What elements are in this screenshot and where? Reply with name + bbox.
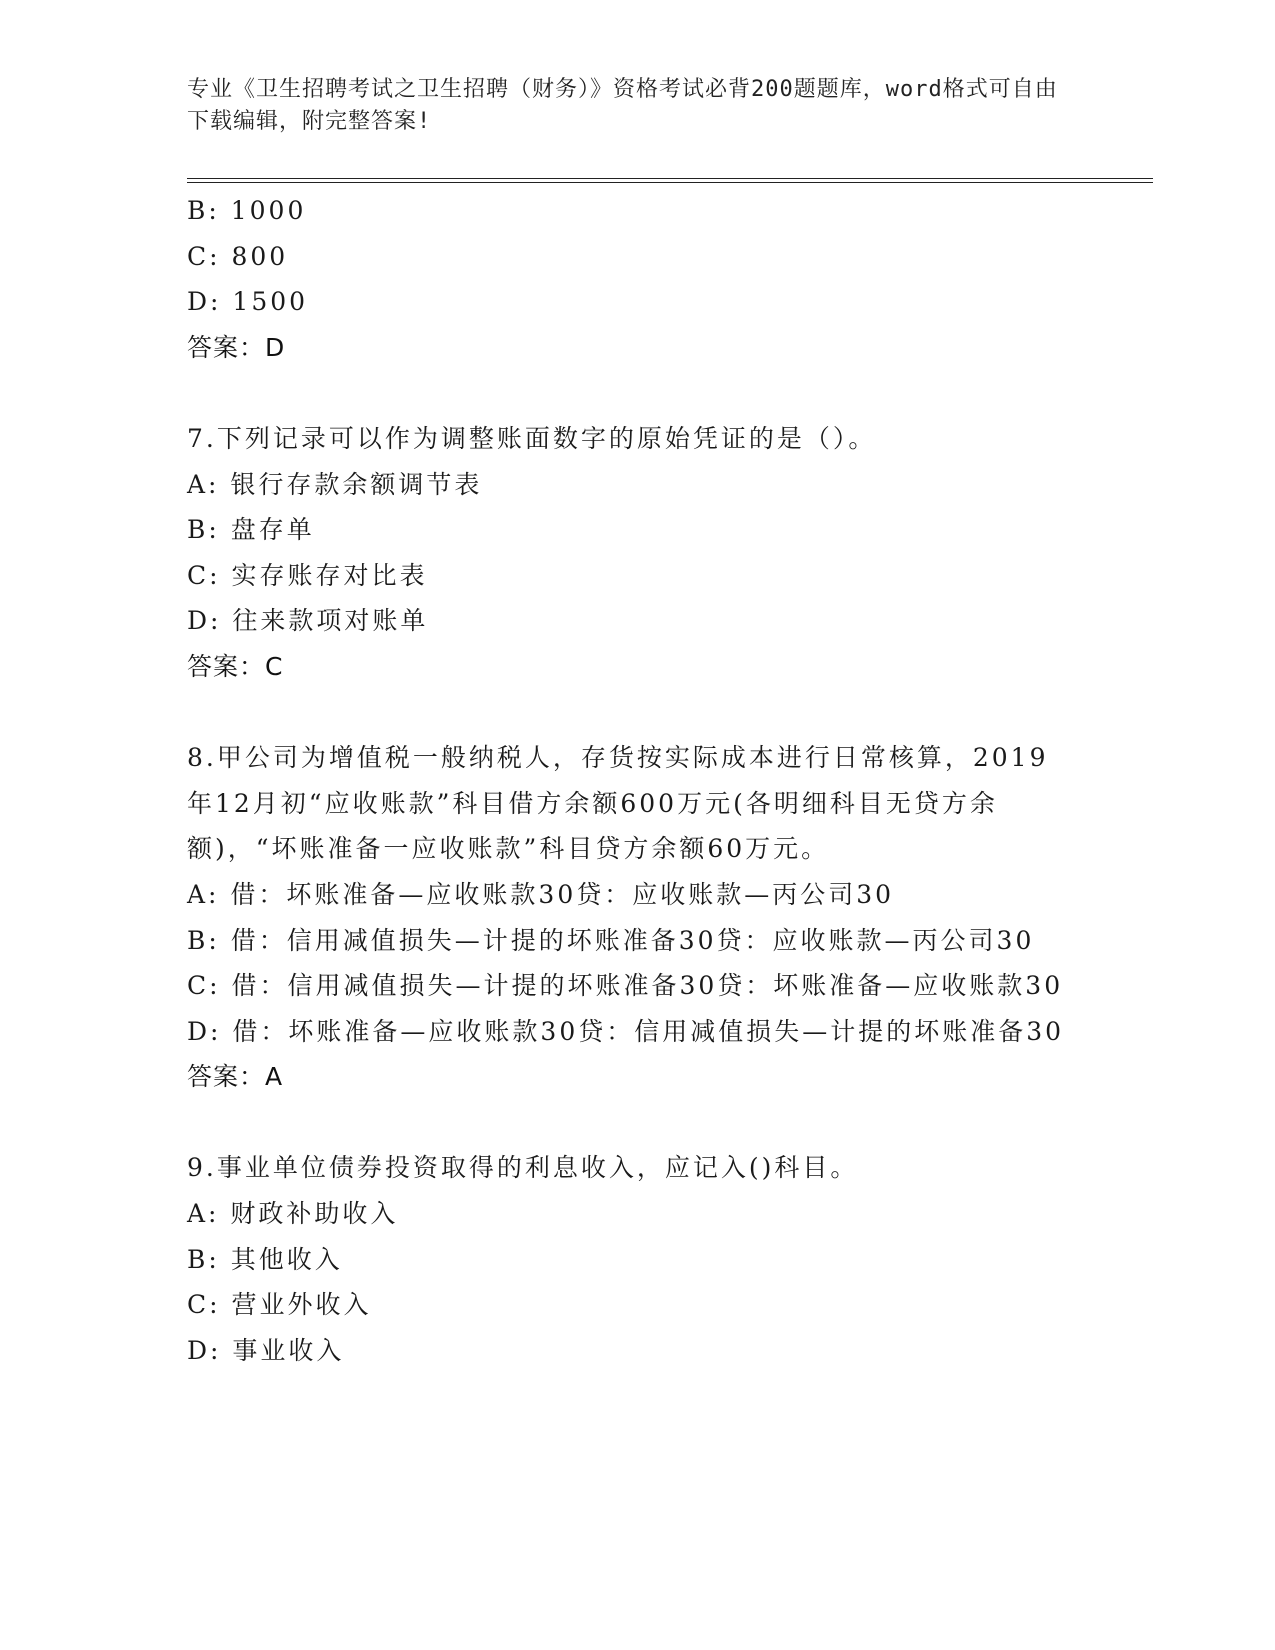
option-d: D: 借：坏账准备—应收账款30贷：信用减值损失—计提的坏账准备30 [187, 1016, 1065, 1046]
header-divider [187, 178, 1153, 183]
option-b: B: 借：信用减值损失—计提的坏账准备30贷：应收账款—丙公司30 [187, 925, 1035, 955]
option-a: A: 财政补助收入 [187, 1199, 399, 1229]
answer-line: 答案：C [187, 651, 284, 681]
answer-line: 答案：A [187, 1062, 284, 1092]
option-d: D: 往来款项对账单 [187, 606, 429, 636]
question-stem: 7.下列记录可以作为调整账面数字的原始凭证的是（）。 [187, 423, 877, 453]
spacer [187, 1100, 1067, 1146]
question-8 [187, 735, 1067, 1100]
option-d: D: 1500 [187, 287, 309, 317]
option-b: B: 其他收入 [187, 1244, 343, 1274]
question-9 [187, 1145, 1067, 1373]
option-c: C: 800 [187, 241, 289, 271]
option-d: D: 事业收入 [187, 1335, 345, 1365]
option-c: C: 实存账存对比表 [187, 560, 428, 590]
question-stem: 8.甲公司为增值税一般纳税人，存货按实际成本进行日常核算，2019年12月初“应收账款”科目借方余额600万元(各明细科目无贷方余额)，“坏账准备一应收账款”科目贷方余额60万元。 [187, 743, 1049, 864]
option-b: B: 盘存单 [187, 515, 315, 545]
spacer [187, 690, 1067, 736]
option-a: A: 借：坏账准备—应收账款30贷：应收账款—丙公司30 [187, 879, 895, 909]
document-header: 专业《卫生招聘考试之卫生招聘（财务）》资格考试必背200题题库，word格式可自由下载编辑，附完整答案! [187, 77, 1058, 134]
option-c: C: 营业外收入 [187, 1290, 372, 1320]
option-a: A: 银行存款余额调节表 [187, 469, 483, 499]
document-body [187, 188, 1067, 1373]
option-b: B: 1000 [187, 196, 307, 225]
answer-line: 答案：D [187, 332, 286, 362]
option-c: C: 借：信用减值损失—计提的坏账准备30贷：坏账准备—应收账款30 [187, 971, 1064, 1001]
spacer [187, 370, 1067, 416]
question-6-fragment [187, 188, 1067, 370]
question-stem: 9.事业单位债券投资取得的利息收入，应记入()科目。 [187, 1153, 859, 1183]
question-7 [187, 416, 1067, 690]
